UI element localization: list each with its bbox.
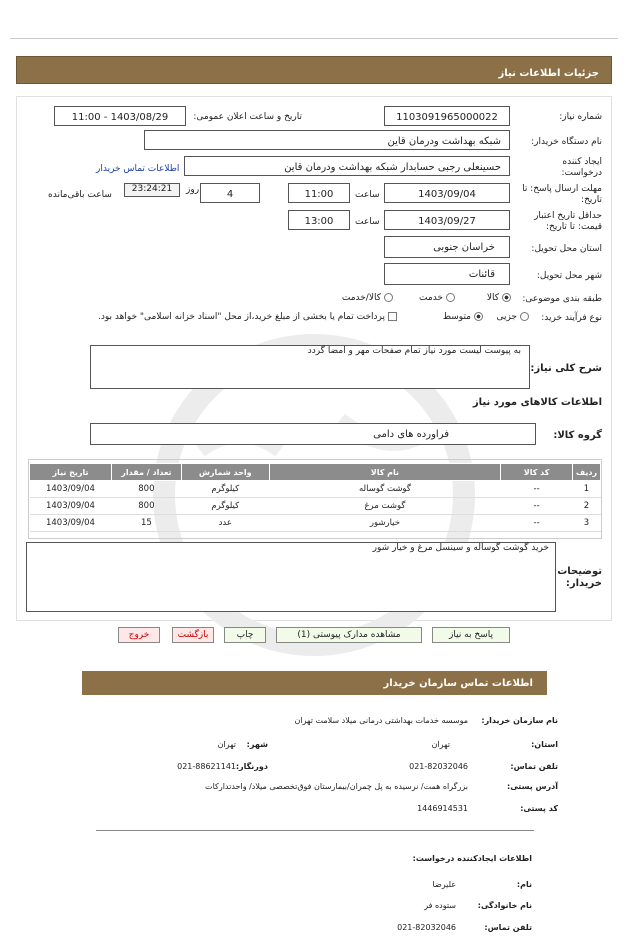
province-label: استان محل تحویل:	[531, 244, 602, 254]
remaining-label: ساعت باقی‌مانده	[48, 190, 112, 200]
col-qty-header: تعداد / مقدار	[111, 464, 181, 481]
contact-city-value: تهران	[217, 740, 236, 749]
cell-qty: 800	[111, 498, 181, 515]
table-header-row	[30, 464, 601, 481]
deadline-time-label: ساعت	[355, 190, 380, 200]
radio-minor-icon[interactable]	[520, 312, 529, 321]
buyer-org-label: نام دستگاه خریدار:	[531, 137, 602, 147]
contact-province-label: استان:	[531, 740, 558, 749]
exit-button[interactable]: خروج	[118, 627, 160, 643]
buyer-notes-value: خرید گوشت گوساله و سینسل مرغ و خیار شور	[26, 542, 556, 612]
page-title: جزئیات اطلاعات نیاز	[16, 56, 612, 84]
remaining-time: 23:24:21	[124, 183, 180, 197]
validity-time-label: ساعت	[355, 217, 380, 227]
category-goods-service-option[interactable]: کالا/خدمت	[342, 293, 396, 303]
back-button[interactable]: بازگشت	[172, 627, 214, 643]
col-row-header: ردیف	[573, 464, 601, 481]
cell-date: 1403/09/04	[30, 498, 112, 515]
contact-city-label: شهر:	[246, 740, 268, 749]
days-value: 4	[200, 183, 260, 203]
cell-code: --	[501, 498, 573, 515]
reply-button[interactable]: پاسخ به نیاز	[432, 627, 510, 643]
cell-unit: عدد	[181, 515, 269, 532]
table-row	[30, 515, 601, 532]
contact-postal-label: کد پستی:	[520, 804, 558, 813]
need-number-label: شماره نیاز:	[559, 112, 602, 122]
goods-table-frame	[28, 459, 602, 539]
cell-qty: 15	[111, 515, 181, 532]
cell-name: گوشت گوساله	[269, 481, 500, 498]
radio-goods-icon[interactable]	[502, 293, 511, 302]
buyer-notes-label: توضیحات خریدار:	[557, 566, 602, 589]
process-minor-option[interactable]: جزیی	[496, 312, 532, 322]
announce-value: 1403/08/29 - 11:00	[54, 106, 186, 126]
category-label: طبقه بندی موضوعی:	[522, 294, 602, 304]
validity-date: 1403/09/27	[384, 210, 510, 230]
days-label: روز	[186, 185, 200, 195]
buyer-org-value: شبکه بهداشت ودرمان قاین	[144, 130, 510, 150]
creator-label: ایجاد کننده درخواست:	[561, 157, 602, 178]
treasury-payment-option[interactable]: پرداخت تمام یا بخشی از مبلغ خرید،از محل "اسناد خزانه اسلامی" خواهد بود.	[98, 312, 400, 322]
cell-unit: کیلوگرم	[181, 481, 269, 498]
deadline-label: مهلت ارسال پاسخ: تا تاریخ:	[522, 184, 602, 205]
contact-postal-value: 1446914531	[417, 804, 468, 813]
cell-code: --	[501, 515, 573, 532]
contact-address-label: آدرس پستی:	[507, 782, 558, 791]
cell-name: خیارشور	[269, 515, 500, 532]
cell-date: 1403/09/04	[30, 515, 112, 532]
description-label: شرح کلی نیاز:	[530, 363, 602, 374]
contact-fax-value: 021-88621141	[177, 762, 236, 771]
process-label: نوع فرآیند خرید:	[541, 313, 602, 323]
contact-phone-value: 021-82032046	[409, 762, 468, 771]
creator-value: حسینعلی رجبی حسابدار شبکه بهداشت ودرمان قاین	[184, 156, 510, 176]
cell-row: 1	[573, 481, 601, 498]
col-date-header: تاریخ نیاز	[30, 464, 112, 481]
col-name-header: نام کالا	[269, 464, 500, 481]
cell-row: 3	[573, 515, 601, 532]
top-divider	[10, 38, 618, 39]
radio-service-icon[interactable]	[446, 293, 455, 302]
cell-row: 2	[573, 498, 601, 515]
validity-label: حداقل تاریخ اعتبار قیمت: تا تاریخ:	[534, 211, 602, 232]
goods-group-value: فراورده های دامی	[90, 423, 536, 445]
need-number-value: 1103091965000022	[384, 106, 510, 126]
description-value: به پیوست لیست مورد نیاز تمام صفحات مهر و امضا گردد	[90, 345, 530, 389]
contact-section-title: اطلاعات تماس سازمان خریدار	[82, 671, 547, 695]
cell-date: 1403/09/04	[30, 481, 112, 498]
radio-goods-service-icon[interactable]	[384, 293, 393, 302]
contact-org-label: نام سازمان خریدار:	[481, 716, 558, 725]
creator-family-label: نام خانوادگی:	[477, 901, 532, 910]
deadline-time: 11:00	[288, 183, 350, 203]
view-attachments-button[interactable]: مشاهده مدارک پیوستی (1)	[276, 627, 422, 643]
validity-time: 13:00	[288, 210, 350, 230]
checkbox-icon[interactable]	[388, 312, 397, 321]
city-value: قائنات	[384, 263, 510, 285]
print-button[interactable]: چاپ	[224, 627, 266, 643]
deadline-date: 1403/09/04	[384, 183, 510, 203]
creator-phone-label: تلفن تماس:	[484, 923, 532, 932]
cell-code: --	[501, 481, 573, 498]
creator-family-value: ستوده فر	[424, 901, 456, 910]
creator-info-title: اطلاعات ایجادکننده درخواست:	[412, 854, 532, 863]
table-row	[30, 481, 601, 498]
contact-phone-label: تلفن تماس:	[510, 762, 558, 771]
creator-name-value: علیرضا	[432, 880, 456, 889]
category-goods-option[interactable]: کالا	[487, 293, 514, 303]
goods-table	[29, 463, 601, 532]
col-unit-header: واحد شمارش	[181, 464, 269, 481]
cell-unit: کیلوگرم	[181, 498, 269, 515]
process-medium-option[interactable]: متوسط	[443, 312, 486, 322]
buyer-contact-link[interactable]: اطلاعات تماس خریدار	[96, 164, 180, 174]
city-label: شهر محل تحویل:	[536, 271, 602, 281]
goods-group-label: گروه کالا:	[553, 430, 602, 441]
contact-province-value: تهران	[431, 740, 450, 749]
col-code-header: کد کالا	[501, 464, 573, 481]
contact-org-value: موسسه خدمات بهداشتی درمانی میلاد سلامت تهران	[294, 716, 468, 725]
radio-medium-icon[interactable]	[474, 312, 483, 321]
contact-address-value: بزرگراه همت/ نرسیده به پل چمران/بیمارستان فوق‌تخصصی میلاد/ واحدتدارکات	[205, 782, 468, 791]
cell-name: گوشت مرغ	[269, 498, 500, 515]
announce-label: تاریخ و ساعت اعلان عمومی:	[193, 112, 302, 122]
goods-info-title: اطلاعات کالاهای مورد نیاز	[472, 397, 602, 408]
contact-divider	[96, 830, 534, 831]
cell-qty: 800	[111, 481, 181, 498]
table-row	[30, 498, 601, 515]
creator-phone-value: 021-82032046	[397, 923, 456, 932]
creator-name-label: نام:	[516, 880, 532, 889]
category-service-option[interactable]: خدمت	[419, 293, 458, 303]
contact-fax-label: دورنگار:	[235, 762, 268, 771]
province-value: خراسان جنوبی	[384, 236, 510, 258]
